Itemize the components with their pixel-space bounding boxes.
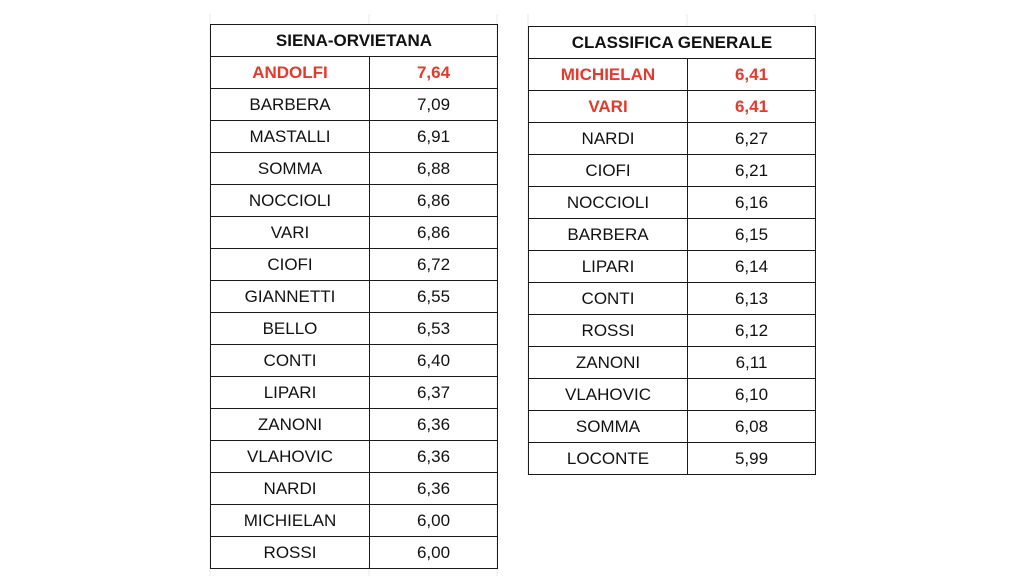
table-row <box>211 249 498 281</box>
table-row <box>211 409 498 441</box>
siena-orvietana-title: SIENA-ORVIETANA <box>211 25 498 57</box>
player-name-cell: BARBERA <box>529 219 688 251</box>
player-name-cell: BARBERA <box>211 89 370 121</box>
player-name-cell: LIPARI <box>211 377 370 409</box>
table-row <box>211 505 498 537</box>
player-name-cell: MICHIELAN <box>529 59 688 91</box>
player-score-cell: 6,72 <box>370 249 498 281</box>
table-row <box>529 443 816 475</box>
table-row <box>529 123 816 155</box>
player-score-cell: 6,36 <box>370 409 498 441</box>
player-score-cell: 7,09 <box>370 89 498 121</box>
player-name-cell: ROSSI <box>529 315 688 347</box>
classifica-generale-table <box>528 26 816 475</box>
table-row <box>529 155 816 187</box>
player-score-cell: 6,41 <box>688 59 816 91</box>
player-name-cell: CIOFI <box>211 249 370 281</box>
player-name-cell: MICHIELAN <box>211 505 370 537</box>
table-row <box>529 251 816 283</box>
player-name-cell: LIPARI <box>529 251 688 283</box>
player-name-cell: GIANNETTI <box>211 281 370 313</box>
player-name-cell: CIOFI <box>529 155 688 187</box>
player-name-cell: VLAHOVIC <box>211 441 370 473</box>
table-row <box>529 59 816 91</box>
player-score-cell: 6,41 <box>688 91 816 123</box>
table-row <box>211 57 498 89</box>
player-name-cell: ZANONI <box>529 347 688 379</box>
player-name-cell: CONTI <box>211 345 370 377</box>
table-row <box>529 347 816 379</box>
player-score-cell: 6,37 <box>370 377 498 409</box>
player-name-cell: ROSSI <box>211 537 370 569</box>
table-row <box>211 217 498 249</box>
table-row <box>211 313 498 345</box>
player-score-cell: 6,27 <box>688 123 816 155</box>
player-score-cell: 6,21 <box>688 155 816 187</box>
player-score-cell: 6,55 <box>370 281 498 313</box>
player-name-cell: BELLO <box>211 313 370 345</box>
player-name-cell: SOMMA <box>529 411 688 443</box>
classifica-generale-title: CLASSIFICA GENERALE <box>529 27 816 59</box>
table-row <box>211 185 498 217</box>
player-score-cell: 6,00 <box>370 505 498 537</box>
player-name-cell: ANDOLFI <box>211 57 370 89</box>
player-score-cell: 6,36 <box>370 473 498 505</box>
table-row <box>529 411 816 443</box>
table-row <box>211 537 498 569</box>
table-row <box>211 441 498 473</box>
player-name-cell: VARI <box>529 91 688 123</box>
player-score-cell: 6,86 <box>370 185 498 217</box>
table-row <box>211 89 498 121</box>
player-name-cell: MASTALLI <box>211 121 370 153</box>
player-name-cell: NOCCIOLI <box>529 187 688 219</box>
player-score-cell: 6,12 <box>688 315 816 347</box>
player-score-cell: 6,11 <box>688 347 816 379</box>
player-score-cell: 5,99 <box>688 443 816 475</box>
table-row <box>211 281 498 313</box>
player-name-cell: VARI <box>211 217 370 249</box>
player-score-cell: 6,00 <box>370 537 498 569</box>
table-row <box>529 379 816 411</box>
player-name-cell: SOMMA <box>211 153 370 185</box>
player-score-cell: 6,53 <box>370 313 498 345</box>
player-score-cell: 6,13 <box>688 283 816 315</box>
player-name-cell: NARDI <box>529 123 688 155</box>
table-row <box>211 121 498 153</box>
player-score-cell: 6,14 <box>688 251 816 283</box>
table-row <box>211 377 498 409</box>
player-score-cell: 6,08 <box>688 411 816 443</box>
table-row <box>529 91 816 123</box>
player-name-cell: CONTI <box>529 283 688 315</box>
table-row <box>529 187 816 219</box>
player-name-cell: NARDI <box>211 473 370 505</box>
player-score-cell: 6,40 <box>370 345 498 377</box>
table-row <box>211 345 498 377</box>
player-score-cell: 6,10 <box>688 379 816 411</box>
player-score-cell: 6,16 <box>688 187 816 219</box>
player-name-cell: VLAHOVIC <box>529 379 688 411</box>
table-row <box>529 283 816 315</box>
table-row <box>529 219 816 251</box>
player-score-cell: 6,86 <box>370 217 498 249</box>
player-score-cell: 6,91 <box>370 121 498 153</box>
player-name-cell: NOCCIOLI <box>211 185 370 217</box>
player-name-cell: ZANONI <box>211 409 370 441</box>
table-row <box>529 315 816 347</box>
table-header-row <box>529 27 816 59</box>
player-name-cell: LOCONTE <box>529 443 688 475</box>
table-header-row <box>211 25 498 57</box>
table-row <box>211 473 498 505</box>
siena-orvietana-table <box>210 24 498 569</box>
player-score-cell: 7,64 <box>370 57 498 89</box>
player-score-cell: 6,15 <box>688 219 816 251</box>
player-score-cell: 6,88 <box>370 153 498 185</box>
table-row <box>211 153 498 185</box>
player-score-cell: 6,36 <box>370 441 498 473</box>
